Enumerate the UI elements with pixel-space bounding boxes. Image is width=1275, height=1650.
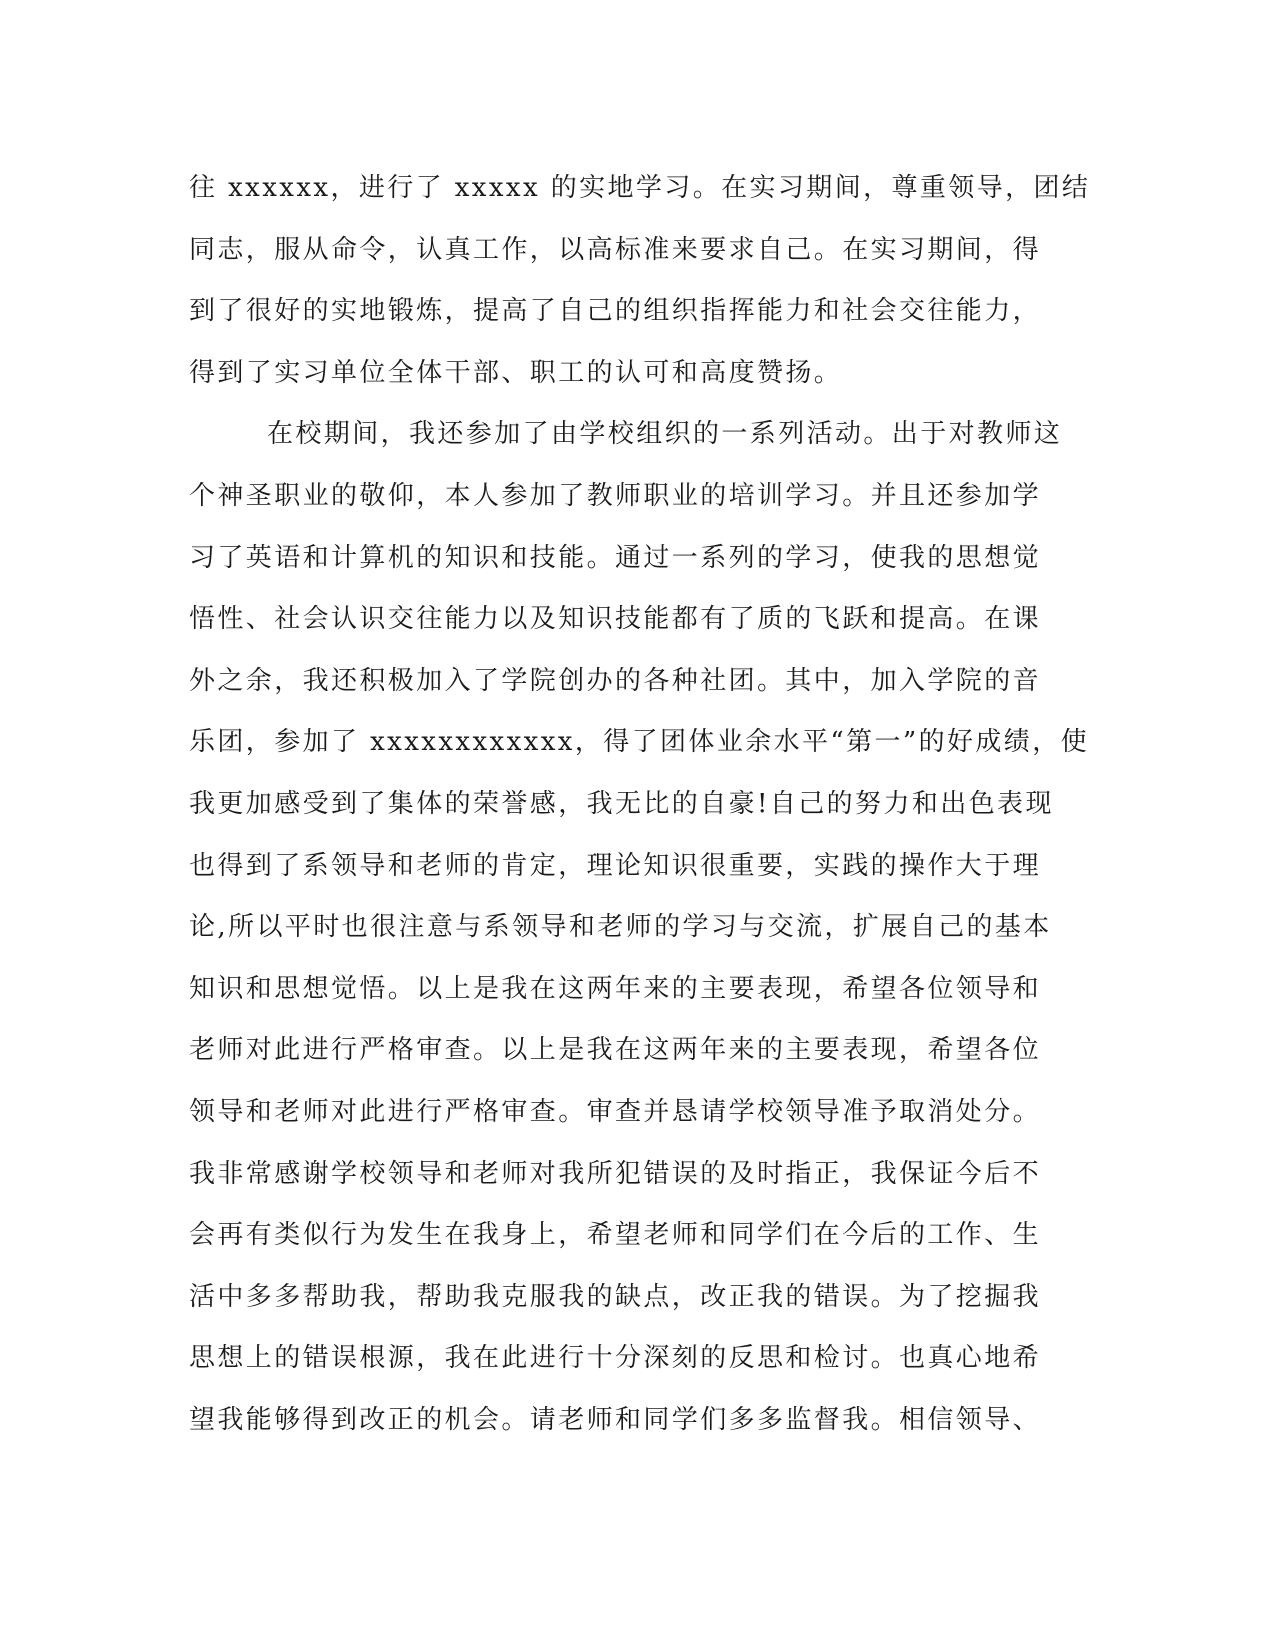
text-line: 会再有类似行为发生在我身上，希望老师和同学们在今后的工作、生 — [189, 1220, 1042, 1251]
text-line: 到了很好的实地锻炼，提高了自己的组织指挥能力和社会交往能力， — [189, 296, 1042, 327]
text-line: 也得到了系领导和老师的肯定，理论知识很重要，实践的操作大于理 — [189, 850, 1042, 881]
text-line: 老师对此进行严格审查。以上是我在这两年来的主要表现，希望各位 — [189, 1035, 1042, 1066]
body-text — [189, 158, 1091, 1451]
text-line: 我更加感受到了集体的荣誉感，我无比的自豪!自己的努力和出色表现 — [189, 788, 1054, 819]
text-line: 同志，服从命令，认真工作，以高标准来要求自己。在实习期间，得 — [189, 234, 1042, 265]
paragraph-start-line: 在校期间，我还参加了由学校组织的一系列活动。出于对教师这 — [267, 419, 1063, 450]
text-line: 知识和思想觉悟。以上是我在这两年来的主要表现，希望各位领导和 — [189, 973, 1042, 1004]
text-line: 思想上的错误根源，我在此进行十分深刻的反思和检讨。也真心地希 — [189, 1343, 1042, 1374]
text-line: 乐团，参加了 xxxxxxxxxxxx，得了团体业余水平“第一”的好成绩，使 — [189, 727, 1090, 758]
text-line: 习了英语和计算机的知识和技能。通过一系列的学习，使我的思想觉 — [189, 542, 1042, 573]
text-line: 论,所以平时也很注意与系领导和老师的学习与交流，扩展自己的基本 — [189, 912, 1052, 943]
text-line: 活中多多帮助我，帮助我克服我的缺点，改正我的错误。为了挖掘我 — [189, 1281, 1042, 1312]
text-line: 个神圣职业的敬仰，本人参加了教师职业的培训学习。并且还参加学 — [189, 480, 1042, 511]
text-line: 得到了实习单位全体干部、职工的认可和高度赞扬。 — [189, 357, 843, 388]
text-line: 望我能够得到改正的机会。请老师和同学们多多监督我。相信领导、 — [189, 1404, 1042, 1435]
text-line: 外之余，我还积极加入了学院创办的各种社团。其中，加入学院的音 — [189, 665, 1042, 696]
text-line: 领导和老师对此进行严格审查。审查并恳请学校领导准予取消处分。 — [189, 1096, 1042, 1127]
text-line: 往 xxxxxx，进行了 xxxxx 的实地学习。在实习期间，尊重领导，团结 — [189, 173, 1091, 203]
text-line: 悟性、社会认识交往能力以及知识技能都有了质的飞跃和提高。在课 — [189, 604, 1042, 635]
text-line: 我非常感谢学校领导和老师对我所犯错误的及时指正，我保证今后不 — [189, 1158, 1042, 1189]
